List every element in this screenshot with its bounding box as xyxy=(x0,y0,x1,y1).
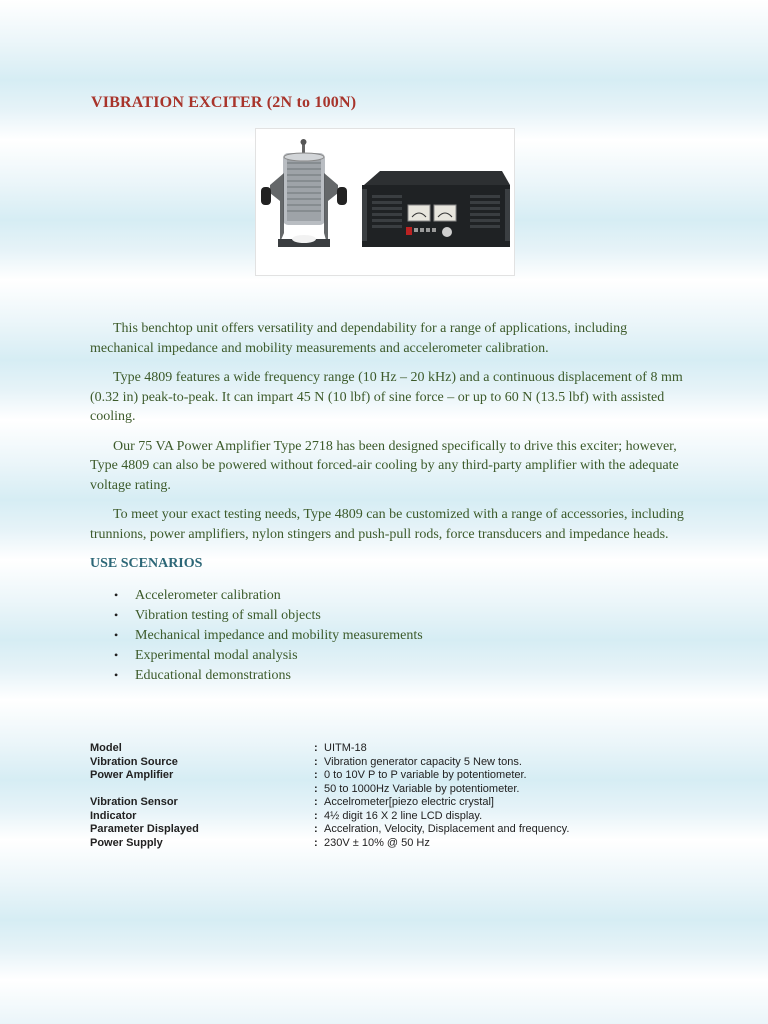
spec-separator: : xyxy=(314,769,318,781)
spec-key: Power Amplifier xyxy=(90,769,174,781)
list-item xyxy=(90,666,686,686)
power-amplifier-image xyxy=(362,171,510,247)
paragraph-features: Type 4809 features a wide frequency range (10 Hz – 20 kHz) and a continuous displacement of 8 mm (0.32 in) peak-to-peak. It can impart 45 N (10 lbf) of sine force – or up to 60 N (13.5 lbf) with assisted cooling. xyxy=(90,370,683,424)
paragraph-intro: This benchtop unit offers versatility and dependability for a range of applications, including mechanical impedance and mobility measurements and accelerometer calibration. xyxy=(90,321,628,356)
spec-separator: : xyxy=(314,809,318,822)
bullet-icon: • xyxy=(114,647,119,662)
spec-separator: : xyxy=(314,836,318,849)
specifications-table xyxy=(90,742,650,850)
spec-separator: : xyxy=(314,742,318,754)
spec-value: 4½ digit 16 X 2 line LCD display. xyxy=(324,809,483,822)
use-scenarios-list xyxy=(90,586,686,686)
paragraph-amplifier: Our 75 VA Power Amplifier Type 2718 has been designed specifically to drive this exciter; however, Type 4809 can also be powered without forced-air cooling by any third-party amplifier with the adequate voltage rating. xyxy=(90,438,679,493)
list-item-text: Mechanical impedance and mobility measurements xyxy=(135,627,423,643)
bullet-icon: • xyxy=(114,627,119,642)
spec-separator: : xyxy=(314,755,318,768)
use-scenarios-heading: USE SCENARIOS xyxy=(90,556,203,571)
paragraph-accessories: To meet your exact testing needs, Type 4809 can be customized with a range of accessories, including trunnions, power amplifiers, nylon stingers and push-pull rods, force transducers and impedance heads. xyxy=(90,507,684,542)
list-item xyxy=(90,646,686,666)
page-title: VIBRATION EXCITER (2N to 100N) xyxy=(91,94,357,111)
spec-row-vibration-source xyxy=(90,756,650,770)
list-item xyxy=(90,586,686,606)
spec-key: Vibration Source xyxy=(90,755,178,768)
spec-row-vibration-sensor xyxy=(90,796,650,810)
spec-key: Power Supply xyxy=(90,836,163,849)
spec-key: Indicator xyxy=(90,809,137,822)
list-item xyxy=(90,626,686,646)
spec-row-parameter-displayed xyxy=(90,823,650,837)
spec-separator: : xyxy=(314,782,318,795)
spec-row-power-supply xyxy=(90,837,650,851)
spec-row-model xyxy=(90,742,650,756)
spec-separator: : xyxy=(314,823,318,835)
spec-value: 50 to 1000Hz Variable by potentiometer. xyxy=(324,782,520,795)
list-item-text: Accelerometer calibration xyxy=(135,587,281,603)
bullet-icon: • xyxy=(114,667,119,682)
spec-value: Accelration, Velocity, Displacement and frequency. xyxy=(324,823,570,835)
spec-key xyxy=(90,783,314,797)
product-photo xyxy=(255,128,515,276)
spec-separator: : xyxy=(314,796,318,808)
spec-value: Accelrometer[piezo electric crystal] xyxy=(324,796,494,808)
list-item-text: Educational demonstrations xyxy=(135,667,291,683)
spec-key: Model xyxy=(90,742,122,754)
list-item-text: Vibration testing of small objects xyxy=(135,607,321,623)
description-section xyxy=(90,319,686,686)
spec-value: UITM-18 xyxy=(324,742,367,754)
spec-row-power-amplifier xyxy=(90,769,650,783)
bullet-icon: • xyxy=(114,607,119,622)
spec-value: 230V ± 10% @ 50 Hz xyxy=(324,836,430,849)
list-item xyxy=(90,606,686,626)
bullet-icon: • xyxy=(114,587,119,602)
spec-value: Vibration generator capacity 5 New tons. xyxy=(324,755,522,768)
spec-key: Vibration Sensor xyxy=(90,796,178,808)
vibration-exciter-image xyxy=(261,139,347,247)
spec-value: 0 to 10V P to P variable by potentiometer. xyxy=(324,769,527,781)
spec-key: Parameter Displayed xyxy=(90,823,199,835)
spec-row-indicator xyxy=(90,810,650,824)
list-item-text: Experimental modal analysis xyxy=(135,647,298,663)
spec-row-power-amplifier-continued xyxy=(90,783,650,797)
